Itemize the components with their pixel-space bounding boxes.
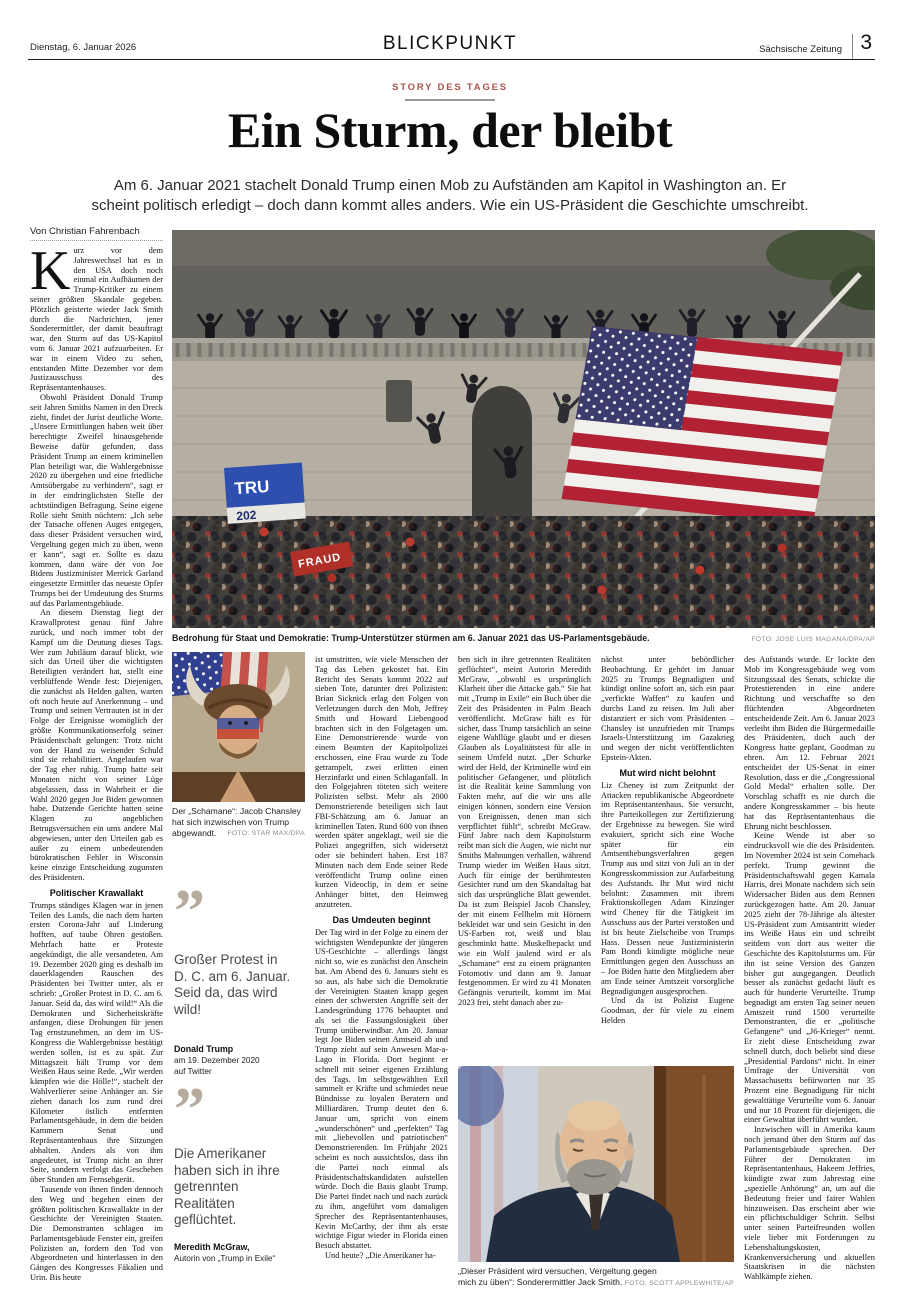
article-column-3 bbox=[315, 655, 448, 1307]
article-paragraph: des Aufstands wurde. Er lockte den Mob im Kongressgebäude weg vom Sitzungssaal des Senats, schickte die Protestierenden in eine andere Richtung und verschaffte so den flüchtenden Abgeordneten entscheidende Zeit. Am 6. Januar 2023 verleiht ihm Biden die Bürgermedaille des Präsidenten, doch auch der Kongress hatte geplant, Goodman zu ehren. Am 12. Februar 2021 entscheidet der US-Senat in einer Resolution, dass er die „Congressional Gold Medal“ erhalten solle. Der Vorschlag schafft es nie durch die andere Kongresskammer – bis heute hat das Repräsentantenhaus die Ehrung nicht beschlossen. bbox=[744, 655, 875, 831]
article-column-4 bbox=[458, 655, 591, 1057]
main-photo-credit: FOTO: JOSE LUIS MAGANA/DPA/AP bbox=[751, 636, 875, 643]
trump-flag-text-2: 202 bbox=[235, 507, 257, 524]
article-paragraph: nächst unter behördlicher Beobachtung. Er gehört im Januar 2025 zu Trumps Begnadigten und kündigt online sofort an, sich ein paar „verfickte Waffen“ zu kaufen und durchs Land zu reisen. Im Juli aber distanziert er sich vom Präsidenten – Chansley ist unzufrieden mit Trumps Israels-Unterstützung im Gazakrieg und wegen der nicht veröffentlichten Epstein-Akten. bbox=[601, 655, 734, 762]
smith-caption-block bbox=[458, 1266, 734, 1290]
capitol-doorway bbox=[472, 386, 532, 516]
shaman-credit: FOTO: STAR MAX/DPA bbox=[227, 830, 305, 837]
quote-author: Donald Trump bbox=[174, 1044, 234, 1054]
article-column-6 bbox=[744, 655, 875, 1307]
header-divider bbox=[852, 34, 853, 59]
article-paragraph: ist umstritten, wie viele Menschen der Tag das Leben gekostet hat. Ein Bericht des Senats kommt 2022 auf sieben Tote, darunter drei Polizisten: Brian Sicknick erlag den Folgen von Verletzungen durch den Mob, Jeffrey Smith und Howard Liebengood brachten sich in den Folgetagen um. Eine Demonstrierende wurde von einem Beamten der Kapitolpolizei erschossen, eine Frau wurde zu Tode getrampelt, zwei erlitten einen Herzinfarkt und einen Schlaganfall. In den Folgejahren töteten sich weitere Polizisten selbst. Mehr als 2000 Demonstrierende beteiligen sich laut FBI-Schätzung am 6. Januar an kriminellen Taten. Rund 600 von ihnen werden später angeklagt, weil sie die Polizei angegriffen, sich widersetzt oder sie behindert haben. Erst 187 Minuten nach dem Ende seiner Rede veröffentlicht Trump online einen kurzen Videoclip, in dem er seine Anhänger bittet, den Heimweg anzutreten. bbox=[315, 655, 448, 909]
quote-mark-icon: ” bbox=[174, 878, 205, 946]
headline: Ein Sturm, der bleibt bbox=[227, 102, 673, 158]
trump-flag-text-1: TRU bbox=[233, 476, 271, 499]
article-paragraph: Liz Cheney ist zum Zeitpunkt der Attacken republikanische Abgeordnete im Repräsentantenhaus. Sie versucht, ihre Parteikollegen zur Zertifizierung der Ergebnisse zu bewegen. Sie wird evakuiert, spricht sich eine Woche später für ein Amtsenthebungsverfahren gegen Trump aus und sitzt von Juli an in der Kongresskommission zur Aufarbeitung des Aufstands. Ihr Mut wird nicht belohnt: Zusammen mit ihrem Fraktionskollegen Adam Kinzinger wird Cheney für die Tätigkeit im Ausschuss aus der Partei verstoßen und ist bis heute Zielscheibe von Trumps Hass. Dessen neue Justizministerin Pam Bondi kündigte mögliche neue Ermittlungen gegen den Ausschuss an – Joe Biden hatte den Mitgliedern aber am Ende seiner Amtszeit vorsorgliche Begnadigungen ausgesprochen. bbox=[601, 780, 734, 996]
article-paragraph: Inzwischen will in Amerika kaum noch jemand über den Sturm auf das Parlamentsgebäude sprechen. Der Führer der Demokraten im Repräsentantenhaus, Hakeem Jeffries, kündigte zwar zum Jahrestag eine „spezielle Anhörung“ an, um auf die Bedeutung freier und fairer Wahlen hinzuweisen. Das erscheint aber wie ein pflichtschuldiger Schritt. Selbst unter seinen Parteifreunden wollen viele lieber mit Forderungen zu Lebenshaltungskosten, Krankenversicherung und aktuellen Staatskrisen in die nächsten Wahlkämpfe ziehen. bbox=[744, 1125, 875, 1282]
jack-smith-photo bbox=[458, 1066, 734, 1262]
dek: Am 6. Januar 2021 stachelt Donald Trump einen Mob zu Aufständen am Kapitol in Washington an. Er scheint politisch erledigt – doch dann kommt alles anders. Wie ein US-Präsident die Geschichte umschreibt. bbox=[91, 177, 809, 214]
quote-source: am 19. Dezember 2020 auf Twitter bbox=[174, 1056, 260, 1076]
pull-quote-mcgraw: Die Amerikaner haben sich in ihre getrennten Realitäten geflüchtet. bbox=[174, 1146, 280, 1227]
article-column-5 bbox=[601, 655, 734, 1057]
kicker: STORY DES TAGES bbox=[392, 82, 508, 93]
section-title: BLICKPUNKT bbox=[382, 33, 518, 54]
shaman-caption-block bbox=[172, 806, 305, 840]
article-column-1 bbox=[30, 246, 163, 1306]
article-paragraph: Und da ist Polizist Eugene Goodman, der für viele zu einem Helden bbox=[601, 996, 734, 1025]
trump-flag bbox=[224, 463, 306, 524]
article-paragraph: Obwohl Präsident Donald Trump seit Jahren Smiths Namen in den Dreck zieht, findet der Jurist deutliche Worte. „Unsere Ermittlungen haben weit über berechtigte Zweifel hinausgehende Beweise dafür gefunden, dass Präsident Trump an einem kriminellen Plan beteiligt war, die Wahlergebnisse 2020 zu übergehen und eine friedliche Amtsübergabe zu verhindern“, sagt er in der eindringlichsten Stelle der achtstündigen Befragung. Seine eigene Rolle sieht Smith nüchtern: „Ich sehe der Tatsache offenen Auges entgegen, dass dieser Präsident versuchen wird, Vergeltung gegen mich zu üben, wenn er kann“, sagt er. Sollte es dazu kommen, dann wäre der von Joe Bidens Justizminister Merrick Garland eingesetzte Ermittler das neueste Opfer Trumps bei der Umdeutung des Sturms auf das Parlamentsgebäude. bbox=[30, 392, 163, 608]
pull-quote-trump: Großer Protest in D. C. am 6. Januar. Seid da, das wird wild! bbox=[174, 952, 291, 1017]
quote-author: Meredith McGraw, bbox=[174, 1242, 250, 1252]
smith-caption: „Dieser Präsident wird versuchen, Vergeltung gegen mich zu üben“: Sonderermittler Jack Smith. bbox=[458, 1266, 657, 1287]
drop-cap: K bbox=[30, 246, 71, 302]
header-rule bbox=[28, 59, 875, 60]
fraud-flag-text: FRAUD bbox=[297, 551, 343, 571]
shaman-caption: Der „Schamane“: Jacob Chansley hat sich inzwischen von Trump abgewandt. bbox=[172, 806, 301, 838]
article-paragraph: ben sich in ihre getrennten Realitäten geflüchtet“, meint Autorin Meredith McGraw, „obwohl es ursprünglich Klarheit über die Attacke gab.“ Sie hat mit „Trump in Exile“ ein Buch über die Zeit des Präsidenten in Palm Beach veröffentlicht. McGraw hält es für sicher, dass Trump tatsächlich an seine eigene Wahllüge glaubt und er diesen Glauben als Loyalitätstest für alle in seinem Umfeld nutzt. „Der Schurke wird der Held, der Kriminelle wird ein politischer Gefangener, und plötzlich ist die Realität keine Sammlung von Fakten mehr, auf die wir uns alle einigen können, sondern eine Version von Ereignissen, denen man sich verpflichtet fühlt“, schreibt McGraw. Fünf Jahre nach dem Kapitolsturm reibt man sich die Augen, wie nicht nur Smiths Mahnungen verhallen, während Trump wieder im Weißen Haus sitzt. Auch für einige der berühmtesten Gesichter rund um den Skandaltag hat sich das ursprüngliche Blatt gewendet. Da ist zum Beispiel Jacob Chansley, der mit einem Fellhelm mit Hörnern bekleidet war und sein Gesicht in den US-Farben rot, weiß und blau geschminkt hatte. Muskelbepackt und wie ein Wolf jaulend wird er als „Schamane“ erst zu einem prägnanten Fotomotiv und dann am 9. Januar festgenommen. Er wird zu 41 Monaten Gefängnis verurteilt, kommt im Mai 2023 frei, steht danach aber zu- bbox=[458, 655, 591, 1007]
header-date: Dienstag, 6. Januar 2026 bbox=[30, 42, 137, 53]
article-subhead: Politischer Krawallakt bbox=[49, 887, 144, 898]
article-paragraph: Trumps ständiges Klagen war in jenen Teilen des Lands, die nach dem harten ersten Corona-Jahr auf Linderung hofften, auf taube Ohren gestoßen. Mehrfach hatte er Proteste angekündigt, die alle versandeten. Am 19. Dezember 2020 ging es deshalb im dauerklagenden Rauschen des Präsidenten bei Twitter unter, als er schrieb: „Großer Protest in D. C. am 6. Januar. Seid da, das wird wild!“ Als die Demokraten und Sicherheitskräfte anfangen, diese Drohungen für jenen Tag ernstzunehmen, an dem im US-Kongress die Wahlergebnisse bestätigt werden sollen, ist es zu spät. Zur Mittagszeit hält Trump vor dem Weißen Haus seine Rede. „Wir werden kämpfen wie die Hölle!“, stachelt der Wahlverlierer seine Anhänger an. Sie ziehen danach los zum rund drei Kilometer östlich entfernten Parlamentsgebäude, in dem die beiden Kammern Senat und Repräsentantenhaus ihre Sitzungen abhalten. Anders als von ihm angedeutet, ist Trump nicht an ihrer Seite, sondern verfolgt das Geschehen über Stunden am Fernsehgerät. bbox=[30, 900, 163, 1185]
smith-credit: FOTO: SCOTT APPLEWHITE/AP bbox=[624, 1280, 734, 1287]
main-photo-caption: Bedrohung für Staat und Demokratie: Trump-Unterstützer stürmen am 6. Januar 2021 das US-Parlamentsgebäude. bbox=[172, 633, 650, 643]
byline: Von Christian Fahrenbach bbox=[30, 226, 140, 237]
shaman-photo bbox=[172, 652, 305, 802]
article-paragraph: An diesem Dienstag liegt der Krawallprotest genau fünf Jahre zurück, und noch immer tobt der Kampf um die Deutung dieses Tags. Wer zum Jubiläum darauf blickt, wie sich das Urteil über die wichtigsten Beteiligten verändert hat, stellt eine verblüffende Wende fest: Diejenigen, die zunächst als Helden galten, warten oft noch heute auf Anerkennung – und Trump und seinen Vertrauten ist in der Folge der Ereignisse womöglich der größte Kommunikationserfolg seiner Präsidentschaft gelungen: Trotz nicht von der Hand zu weisender Schuld sind sie rehabilitiert. Angelaufen war der Tag eher ruhig. Trump hatte seit Monaten nicht von seiner Lüge abgelassen, dass in Wahrheit er die Wahl 2020 gegen Joe Biden gewonnen habe. Dutzende Gerichte hatten seine Klagen zu angeblichen Betrugsversuchen ein ums andere Mal abgewiesen, unter den Urteilen gab es außer zu einem unbedeutenden bürokratischen Fehler in Wisconsin keine einzige Entscheidung zugunsten des Präsidenten. bbox=[30, 608, 163, 882]
main-photo-caption-row bbox=[172, 633, 875, 643]
article-paragraph: Kurz vor dem Jahreswechsel hat es in den USA doch noch einmal ein Aufbäumen der Trump-Kritiker zu einem seiner größten Skandale gegeben. Plötzlich geisterte wieder Jack Smith durch die Nachrichten, jener Sonderermittler, der damit beauftragt war, den Sturm auf das US-Kapitol vom 6. Januar 2021 aufzuarbeiten. Er war in einem Video zu sehen, entstanden Mitte Dezember vor dem Justizausschuss des Repräsentantenhauses. bbox=[30, 246, 163, 393]
article-paragraph: Tausende von ihnen finden dennoch den Weg und begehen einen der größten politischen Krawallakte in der Geschichte der Vereinigten Staaten. Die Demonstranten schlagen im Parlamentsgebäude Fenster ein, greifen Polizisten an, fordern den Tod von Abgeordneten und hinterlassen in den Gängen des Kongresses Fäkalien und Urin. Bis heute bbox=[30, 1184, 163, 1283]
article-subhead: Das Umdeuten beginnt bbox=[332, 914, 431, 925]
page-number: 3 bbox=[860, 31, 872, 54]
article-paragraph: Keine Wende ist aber so eindrucksvoll wie die des Präsidenten. Im November 2024 ist sein Comeback perfekt. Trump gewinnt die Präsidentschaftswahl gegen Kamala Harris, drei Monate nachdem sich sein Widersacher Biden aus dem Rennen zurückgezogen hatte. Am 20. Januar 2025 zieht der 78-Jährige als ältester US-Präsident zum Amtsantritt wieder ins Weiße Haus ein und schreibt seitdem von dort aus weiter die Geschichte des Kapitolsturms um. Für ihn ist seine Version des Ganzen bisher gut ausgegangen. Deutlich besser als zunächst gedacht läuft es auch für hunderte Verurteilte. Trump begnadigt am ersten Tag seiner neuen Amtszeit rund 1500 verurteilte Demonstranten, die er „politische Gefangene“ und „J6-Krieger“ nennt. Er zieht diese Entscheidung zwar schnell durch, doch beliebt sind diese „Presidential Pardons“ nicht. In einer Umfrage der Universität von Massachusetts befürworten nur 35 Prozent eine Begnadigung für nicht gewalttätige Verurteilte vom 6. Januar und nur 18 Prozent für diejenigen, die einer Gewalttat überführt wurden. bbox=[744, 831, 875, 1125]
quote-mark-icon: ” bbox=[174, 1076, 205, 1144]
quote-source: Autorin von „Trump in Exile“ bbox=[174, 1254, 276, 1263]
article-subhead: Mut wird nicht belohnt bbox=[619, 767, 716, 778]
article-paragraph: Der Tag wird in der Folge zu einem der wichtigsten Wendepunkte der jüngeren US-Geschichte – allerdings längst nicht so, wie es zunächst den Anschein hat. Am Abend des 6. Januars sieht es so aus, als habe sich die Demokratie der Vereinigten Staaten knapp gegen einen der schwersten Angriffe seit der Landesgründung 1776 behauptet und als sei die Fassungslosigkeit über Trump unüberwindbar. Am 20. Januar legt Joe Biden seinen Amtseid ab und Trump zieht auf sein Anwesen Mar-a-Lago in Florida. Dort beginnt er schnell mit seiner eigenen Erzählung des Tags. Im selbstgewählten Exil sammelt er Kräfte und schmiedet neue Bündnisse zu loyalen Beratern und Milliardären. Trump deutet den 6. Januar um, spricht von einem „wunderschönen“ und „perfekten“ Tag mit „liebevollen und patriotischen“ Demonstrierenden. Im Frühjahr 2021 scheint es noch aussichtslos, dass ihn die Partei noch einmal als Präsidentschaftskandidaten aufstellen würde. Doch die Basis glaubt Trump. Die Partei findet nach und nach zurück zu ihm, angeführt vom damaligen Sprecher des Repräsentantenhauses, Kevin McCarthy, der ihm als erste wichtige Figur wieder in Florida einen Besuch abstattet. bbox=[315, 927, 448, 1251]
article-paragraph: Und heute? „Die Amerikaner ha- bbox=[325, 1251, 436, 1261]
paper-name: Sächsische Zeitung bbox=[759, 44, 842, 55]
capitol-riot-photo bbox=[172, 230, 875, 628]
byline-rule bbox=[30, 240, 163, 241]
